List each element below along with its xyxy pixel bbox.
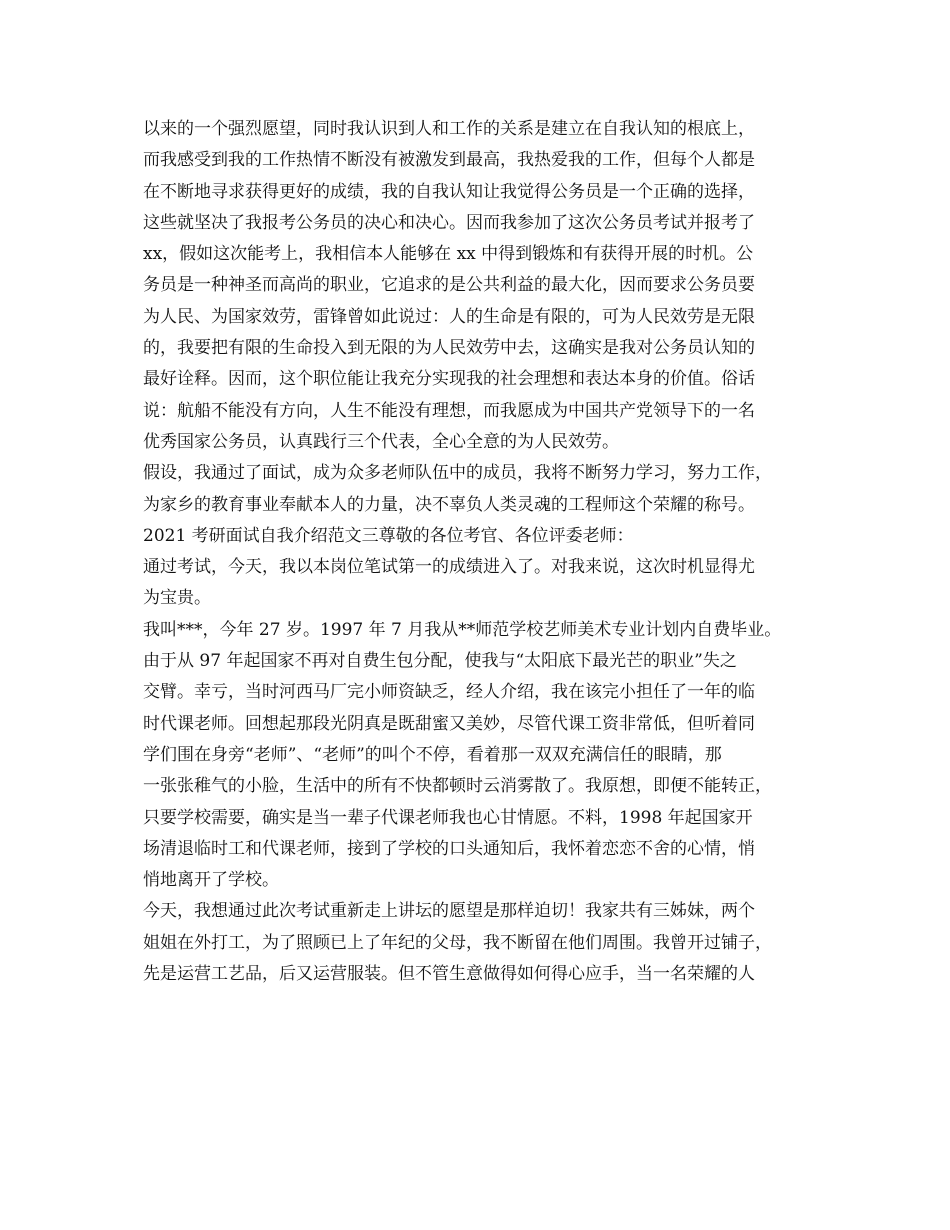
text-line: 只要学校需要，确实是当一辈子代课老师我也心甘情愿。不料，1998 年起国家开 xyxy=(143,807,753,828)
text-line: 的，我要把有限的生命投入到无限的为人民效劳中去，这确实是我对公务员认知的 xyxy=(143,338,755,359)
body-text xyxy=(143,114,813,990)
text-line: 时代课老师。回想起那段光阴真是既甜蜜又美妙，尽管代课工资非常低，但听着同 xyxy=(143,713,755,734)
text-line: 悄地离开了学校。 xyxy=(143,870,279,891)
text-line: 姐姐在外打工，为了照顾已上了年纪的父母，我不断留在他们周围。我曾开过铺子， xyxy=(143,932,772,953)
text-line: 2021 考研面试自我介绍范文三尊敬的各位考官、各位评委老师： xyxy=(143,525,634,546)
text-line: 为家乡的教育事业奉献本人的力量，决不辜负人类灵魂的工程师这个荣耀的称号。 xyxy=(143,494,755,515)
text-line: 假设，我通过了面试，成为众多老师队伍中的成员，我将不断努力学习，努力工作， xyxy=(143,463,772,484)
text-line: 而我感受到我的工作热情不断没有被激发到最高，我热爱我的工作，但每个人都是 xyxy=(143,150,755,171)
text-line: 我叫***，今年 27 岁。1997 年 7 月我从**师范学校艺师美术专业计划内自费毕业。 xyxy=(143,619,782,640)
text-line: 这些就坚决了我报考公务员的决心和决心。因而我参加了这次公务员考试并报考了 xyxy=(143,212,755,233)
text-line: 今天，我想通过此次考试重新走上讲坛的愿望是那样迫切！我家共有三姊妹，两个 xyxy=(143,901,755,922)
text-line: 优秀国家公务员，认真践行三个代表，全心全意的为人民效劳。 xyxy=(143,431,619,452)
text-line: 务员是一种神圣而高尚的职业，它追求的是公共利益的最大化，因而要求公务员要 xyxy=(143,275,755,296)
text-line: 说：航船不能没有方向，人生不能没有理想，而我愿成为中国共产党领导下的一名 xyxy=(143,400,755,421)
text-line: 学们围在身旁“老师”、“老师”的叫个不停，看着那一双双充满信任的眼睛，那 xyxy=(143,744,722,765)
text-line: 为人民、为国家效劳，雷锋曾如此说过：人的生命是有限的，可为人民效劳是无限 xyxy=(143,306,755,327)
text-line: 通过考试，今天，我以本岗位笔试第一的成绩进入了。对我来说，这次时机显得尤 xyxy=(143,557,755,578)
text-line: 最好诠释。因而，这个职位能让我充分实现我的社会理想和表达本身的价值。俗话 xyxy=(143,369,755,390)
text-line: 在不断地寻求获得更好的成绩，我的自我认知让我觉得公务员是一个正确的选择， xyxy=(143,181,755,202)
text-line: 先是运营工艺品，后又运营服装。但不管生意做得如何得心应手，当一名荣耀的人 xyxy=(143,964,755,985)
text-line: 由于从 97 年起国家不再对自费生包分配，使我与“太阳底下最光芒的职业”失之 xyxy=(143,651,737,672)
text-line: 交臂。幸亏，当时河西马厂完小师资缺乏，经人介绍，我在该完小担任了一年的临 xyxy=(143,682,755,703)
text-line: 一张张稚气的小脸，生活中的所有不快都顿时云消雾散了。我原想，即便不能转正， xyxy=(143,776,772,797)
text-line: 以来的一个强烈愿望，同时我认识到人和工作的关系是建立在自我认知的根底上， xyxy=(143,119,755,139)
text-line: xx，假如这次能考上，我相信本人能够在 xx 中得到锻炼和有获得开展的时机。公 xyxy=(143,244,754,265)
text-line: 为宝贵。 xyxy=(143,588,211,609)
text-line: 场清退临时工和代课老师，接到了学校的口头通知后，我怀着恋恋不舍的心情，悄 xyxy=(143,838,755,859)
